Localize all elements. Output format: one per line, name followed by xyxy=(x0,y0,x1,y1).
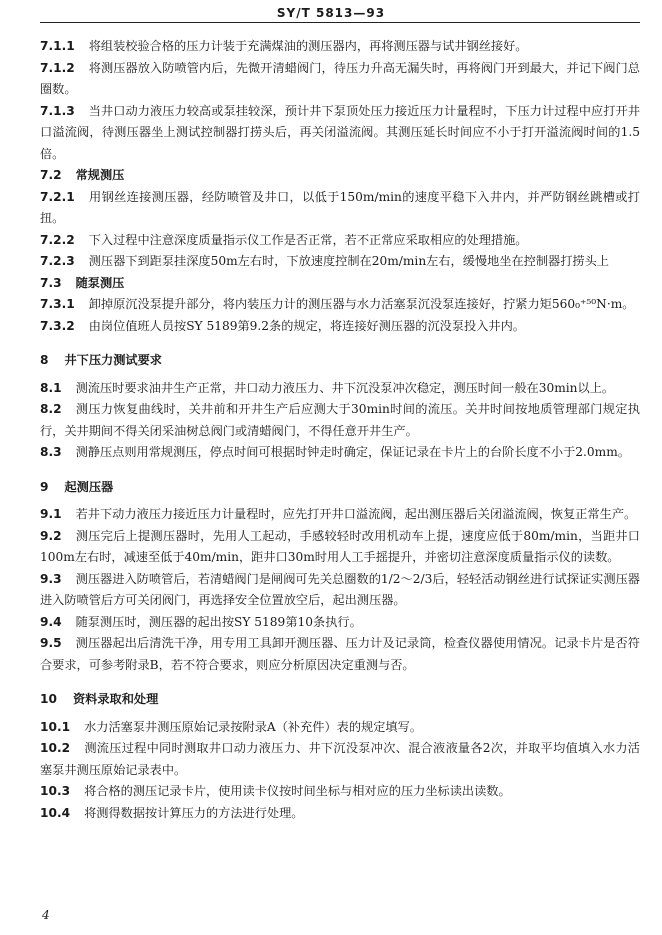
clause-text: 若井下动力液压力接近压力计量程时，应先打开井口溢流阀，起出测压器后关闭溢流阀，恢复正常生产。 xyxy=(75,507,637,521)
clause-text: 测压器下到距泵挂深度50m左右时，下放速度控制在20m/min左右，缓慢地坐在控制器打捞头上 xyxy=(88,254,609,268)
clause-paragraph xyxy=(40,230,640,252)
clause-text: 测压力恢复曲线时，关井前和开井生产后应测大于30min时间的流压。关井时间按地质管理部门规定执行，关井期间不得关闭采油树总阀门或清蜡阀门，不得任意开井生产。 xyxy=(40,402,640,438)
clause-number: 9.1 xyxy=(40,507,62,521)
clause-text: 测流压时要求油井生产正常，井口动力液压力、井下沉没泵冲次稳定，测压时间一般在30min以上。 xyxy=(75,380,615,395)
clause-text: 测流压过程中同时测取井口动力液压力、井下沉没泵冲次、混合液液量各2次，并取平均值填入水力活塞泵井测压原始记录表中。 xyxy=(40,741,640,777)
clause-text: 将测压器放入防喷管内后，先微开清蜡阀门，待压力升高无漏失时，再将阀门开到最大，并记下阀门总圈数。 xyxy=(40,60,640,96)
header-rule xyxy=(40,22,640,23)
clause-text: 下入过程中注意深度质量指示仪工作是否正常，若不正常应采取相应的处理措施。 xyxy=(88,232,528,247)
clause-text: 由岗位值班人员按SY 5189第9.2条的规定，将连接好测压器的沉没泵投入井内。 xyxy=(88,318,525,333)
clause-number: 9 xyxy=(40,479,49,494)
clause-number: 9.4 xyxy=(40,614,62,629)
clause-paragraph xyxy=(40,187,640,230)
section-title: 起测压器 xyxy=(64,479,114,494)
clause-number: 10.3 xyxy=(40,784,71,798)
clause-number: 7.3.2 xyxy=(40,318,75,333)
subsection-title: 随泵测压 xyxy=(75,275,125,290)
clause-paragraph xyxy=(40,738,640,781)
clause-paragraph xyxy=(40,294,640,316)
clause-text: 用钢丝连接测压器，经防喷管及井口，以低于150m/min的速度平稳下入井内，并严防钢丝跳槽或打扭。 xyxy=(40,189,640,225)
clause-number: 7.1.2 xyxy=(40,60,75,75)
clause-paragraph xyxy=(40,399,640,442)
clause-text: 将组装校验合格的压力计装于充满煤油的测压器内，再将测压器与试井钢丝接好。 xyxy=(88,39,528,53)
clause-paragraph xyxy=(40,58,640,101)
clause-paragraph xyxy=(40,781,640,803)
clause-number: 8.2 xyxy=(40,402,62,416)
clause-paragraph xyxy=(40,378,640,400)
clause-text: 随泵测压时，测压器的起出按SY 5189第10条执行。 xyxy=(75,614,362,629)
clause-paragraph xyxy=(40,717,640,739)
clause-paragraph xyxy=(40,633,640,676)
section-heading xyxy=(40,477,640,499)
clause-number: 10 xyxy=(40,692,57,706)
clause-number: 7.2.3 xyxy=(40,254,75,268)
subsection-heading xyxy=(40,165,640,187)
clause-paragraph xyxy=(40,251,640,273)
clause-paragraph xyxy=(40,803,640,825)
section-heading xyxy=(40,689,640,711)
clause-number: 7.2 xyxy=(40,168,62,182)
clause-paragraph xyxy=(40,612,640,634)
clause-paragraph xyxy=(40,36,640,58)
clause-text: 将合格的测压记录卡片，使用读卡仪按时间坐标与相对应的压力坐标读出读数。 xyxy=(84,784,511,798)
clause-text: 测压器进入防喷管后，若清蜡阀门是闸阀可先关总圈数的1/2～2/3后，轻轻活动钢丝进行试探证实测压器进入防喷管后方可关闭阀门，再选择安全位置放空后，起出测压器。 xyxy=(40,571,640,607)
clause-number: 7.1.3 xyxy=(40,103,75,118)
page-number: 4 xyxy=(42,908,50,922)
clause-text: 卸掉原沉没泵提升部分，将内装压力计的测压器与水力活塞泵沉没泵连接好，拧紧力矩560₀⁺⁵⁰N·m。 xyxy=(88,297,635,311)
clause-text: 测压完后上提测压器时，先用人工起动，手感较轻时改用机动车上提，速度应低于80m/min，当距井口100m左右时，减速至低于40m/min，距井口30m时用人工手摇提升，并密切注意深度质量指示仪的读数。 xyxy=(40,528,640,564)
clause-paragraph xyxy=(40,101,640,166)
clause-number: 9.2 xyxy=(40,528,62,543)
clause-paragraph xyxy=(40,569,640,612)
clause-number: 7.1.1 xyxy=(40,39,75,53)
subsection-title: 常规测压 xyxy=(75,168,125,182)
clause-paragraph xyxy=(40,504,640,526)
clause-text: 测静压点则用常规测压，停点时间可根据时钟走时确定，保证记录在卡片上的台阶长度不小于2.0mm。 xyxy=(75,445,630,459)
section-title: 井下压力测试要求 xyxy=(64,353,162,367)
clause-number: 8 xyxy=(40,353,49,367)
clause-number: 9.5 xyxy=(40,636,62,650)
clause-paragraph xyxy=(40,442,640,464)
clause-text: 测压器起出后清洗干净，用专用工具卸开测压器、压力计及记录筒，检查仪器使用情况。记录卡片是否符合要求，可参考附录B，若不符合要求，则应分析原因决定重测与否。 xyxy=(40,636,640,672)
clause-number: 8.1 xyxy=(40,380,62,395)
clause-paragraph xyxy=(40,526,640,569)
clause-text: 将测得数据按计算压力的方法进行处理。 xyxy=(84,805,304,820)
clause-number: 10.2 xyxy=(40,741,71,755)
clause-number: 7.2.1 xyxy=(40,189,75,204)
clause-text: 当井口动力液压力较高或泵挂较深，预计井下泵顶处压力接近压力计量程时，下压力计过程中应打开井口溢流阀，待测压器坐上测试控制器打捞头后，再关闭溢流阀。其测压延长时间应不小于打开溢流阀时间的1.5倍。 xyxy=(40,103,640,161)
clause-number: 7.2.2 xyxy=(40,232,75,247)
clause-number: 10.4 xyxy=(40,805,71,820)
page-header-code: SY/T 5813—93 xyxy=(276,6,386,20)
clause-number: 7.3 xyxy=(40,275,62,290)
clause-number: 8.3 xyxy=(40,445,62,459)
clause-paragraph xyxy=(40,316,640,338)
subsection-heading xyxy=(40,273,640,295)
clause-text: 水力活塞泵井测压原始记录按附录A（补充件）表的规定填写。 xyxy=(84,719,422,734)
section-heading xyxy=(40,350,640,372)
section-title: 资料录取和处理 xyxy=(72,692,159,706)
clause-number: 7.3.1 xyxy=(40,297,75,311)
clause-number: 9.3 xyxy=(40,571,62,586)
clause-number: 10.1 xyxy=(40,719,71,734)
document-body xyxy=(40,36,640,824)
